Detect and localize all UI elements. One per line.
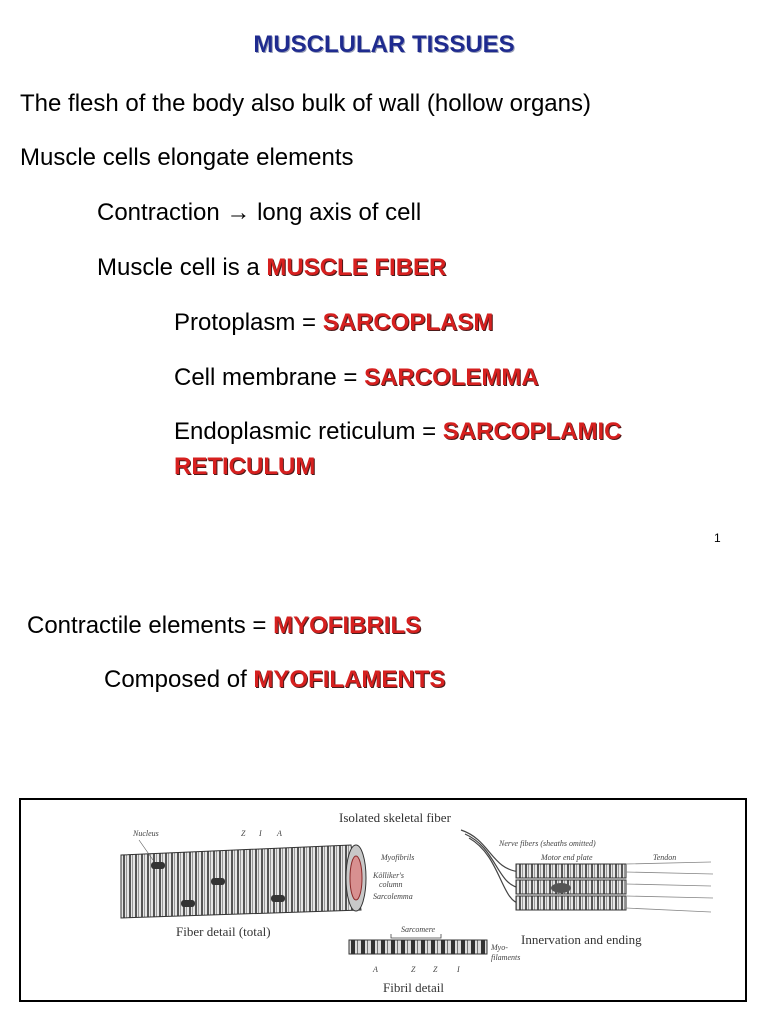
label-fibril-z2: Z (433, 965, 438, 974)
text-line-muscle-fiber (97, 253, 446, 283)
page-number: 1 (714, 531, 721, 545)
text-line-contraction: Contraction → long axis of cell (97, 199, 422, 226)
term-sarcoplamic: SARCOPLAMIC (442, 418, 622, 445)
term-myofibrils: MYOFIBRILS (273, 612, 422, 639)
label-nerve-fibers: Nerve fibers (sheaths omitted) (499, 839, 596, 848)
fibril-detail (349, 934, 487, 954)
label-z: Z (241, 829, 246, 838)
line-prefix: Composed of (104, 666, 254, 693)
slide-title: MUSCLULAR TISSUES (253, 31, 515, 58)
label-sarcomere: Sarcomere (401, 925, 436, 934)
term-muscle-fiber: MUSCLE FIBER (266, 254, 447, 281)
term-sarcolemma: SARCOLEMMA (364, 364, 539, 391)
line-prefix: Muscle cell is a (97, 254, 267, 281)
line-prefix: Cell membrane = (174, 364, 365, 391)
caption-fiber-detail: Fiber detail (total) (176, 924, 271, 939)
label-motor-end-plate: Motor end plate (541, 853, 593, 862)
line-prefix: Contractile elements = (27, 612, 274, 639)
skeletal-fiber-figure (19, 798, 747, 1002)
label-sarcolemma: Sarcolemma (373, 892, 413, 901)
label-kolliker: Kölliker's (373, 871, 405, 880)
term-reticulum: RETICULUM (174, 453, 316, 480)
label-myofibrils: Myofibrils (381, 853, 415, 862)
skeletal-fiber-illustration (21, 800, 745, 1000)
text-line-flesh: The flesh of the body also bulk of wall (hollow organs) (20, 90, 591, 117)
text-line-composed (104, 665, 445, 695)
label-i: I (259, 829, 262, 838)
text-line-protoplasm (174, 308, 493, 338)
label-column: column (379, 880, 403, 889)
fiber-cylinder (121, 840, 366, 918)
label-fibril-z1: Z (411, 965, 416, 974)
label-fibril-a: A (373, 965, 378, 974)
caption-innervation: Innervation and ending (521, 932, 642, 947)
label-a: A (277, 829, 282, 838)
line-prefix: Protoplasm = (174, 309, 323, 336)
text-line-cell-membrane (174, 363, 539, 393)
caption-fibril-detail: Fibril detail (383, 980, 445, 995)
text-line-muscle-cells: Muscle cells elongate elements (20, 144, 354, 171)
term-sarcoplasm: SARCOPLASM (322, 309, 494, 336)
text-line-contractile (27, 611, 421, 641)
label-tendon: Tendon (653, 853, 677, 862)
label-filaments: filaments (491, 953, 521, 962)
label-fibril-i: I (457, 965, 460, 974)
caption-isolated-fiber: Isolated skeletal fiber (339, 810, 451, 825)
label-myo: Myo- (491, 943, 508, 952)
line-prefix: Endoplasmic reticulum = (174, 418, 443, 445)
term-myofilaments: MYOFILAMENTS (253, 666, 446, 693)
label-nucleus: Nucleus (133, 829, 159, 838)
text-line-endoplasmic (174, 417, 621, 447)
